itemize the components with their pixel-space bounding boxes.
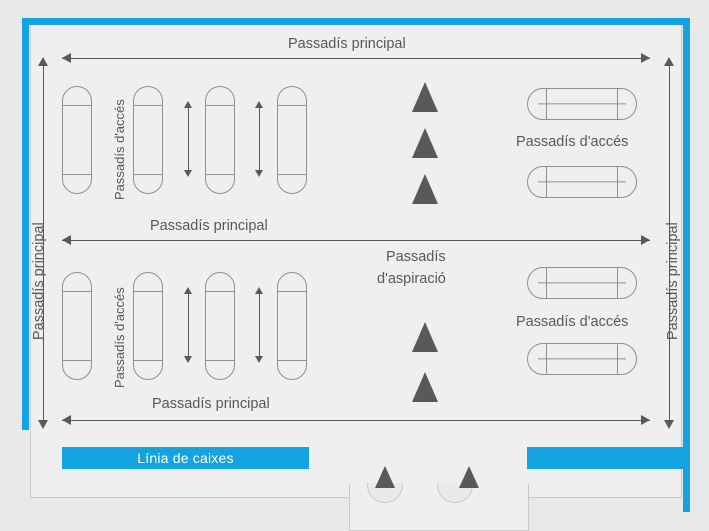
main-aisle-bottom-line xyxy=(62,420,650,421)
label-access-aisle-top-left: Passadís d'accés xyxy=(112,99,127,200)
arrowhead-down xyxy=(184,170,192,177)
flow-triangle xyxy=(412,128,438,158)
label-checkout-line: Línia de caixes xyxy=(137,450,234,466)
arrowhead-up xyxy=(184,101,192,108)
main-aisle-top-line xyxy=(62,58,650,59)
shelf-unit xyxy=(205,272,235,380)
arrowhead-down xyxy=(255,356,263,363)
flow-triangle xyxy=(412,174,438,204)
access-arrow-line xyxy=(188,108,189,170)
main-aisle-mid-line xyxy=(62,240,650,241)
arrowhead-left xyxy=(62,235,71,245)
arrowhead-up xyxy=(38,57,48,66)
access-arrow-line xyxy=(259,108,260,170)
shelf-unit xyxy=(62,86,92,194)
flow-triangle xyxy=(412,82,438,112)
shelf-unit xyxy=(527,166,637,198)
arrowhead-up xyxy=(184,287,192,294)
wall-left xyxy=(22,18,29,430)
label-main-aisle-mid: Passadís principal xyxy=(150,218,268,234)
arrowhead-left xyxy=(62,53,71,63)
arrowhead-up xyxy=(664,57,674,66)
access-arrow-line xyxy=(188,294,189,356)
flow-triangle xyxy=(412,322,438,352)
shelf-unit xyxy=(527,88,637,120)
label-main-aisle-top: Passadís principal xyxy=(288,36,406,52)
label-aspiration-line2: d'aspiració xyxy=(377,271,446,287)
arrowhead-down xyxy=(38,420,48,429)
shelf-unit xyxy=(527,267,637,299)
label-main-aisle-left: Passadís principal xyxy=(31,222,47,340)
shelf-unit xyxy=(277,86,307,194)
label-aspiration-line1: Passadís xyxy=(386,249,446,265)
access-arrow-line xyxy=(259,294,260,356)
arrowhead-up xyxy=(255,287,263,294)
wall-right xyxy=(683,18,690,512)
label-main-aisle-bottom: Passadís principal xyxy=(152,396,270,412)
entry-triangle xyxy=(375,466,395,488)
arrowhead-right xyxy=(641,53,650,63)
shelf-unit xyxy=(205,86,235,194)
label-main-aisle-right: Passadís principal xyxy=(665,222,681,340)
wall-top xyxy=(22,18,690,25)
shelf-unit xyxy=(277,272,307,380)
arrowhead-right xyxy=(641,235,650,245)
checkout-line-bar-right xyxy=(527,447,683,469)
shelf-unit xyxy=(62,272,92,380)
arrowhead-down xyxy=(664,420,674,429)
arrowhead-left xyxy=(62,415,71,425)
flow-triangle xyxy=(412,372,438,402)
arrowhead-down xyxy=(255,170,263,177)
label-access-aisle-bottom-right: Passadís d'accés xyxy=(516,314,629,330)
arrowhead-down xyxy=(184,356,192,363)
label-access-aisle-bottom-left: Passadís d'accés xyxy=(112,287,127,388)
entry-triangle xyxy=(459,466,479,488)
arrowhead-up xyxy=(255,101,263,108)
shelf-unit xyxy=(133,272,163,380)
shelf-unit xyxy=(527,343,637,375)
label-access-aisle-top-right: Passadís d'accés xyxy=(516,134,629,150)
arrowhead-right xyxy=(641,415,650,425)
shelf-unit xyxy=(133,86,163,194)
